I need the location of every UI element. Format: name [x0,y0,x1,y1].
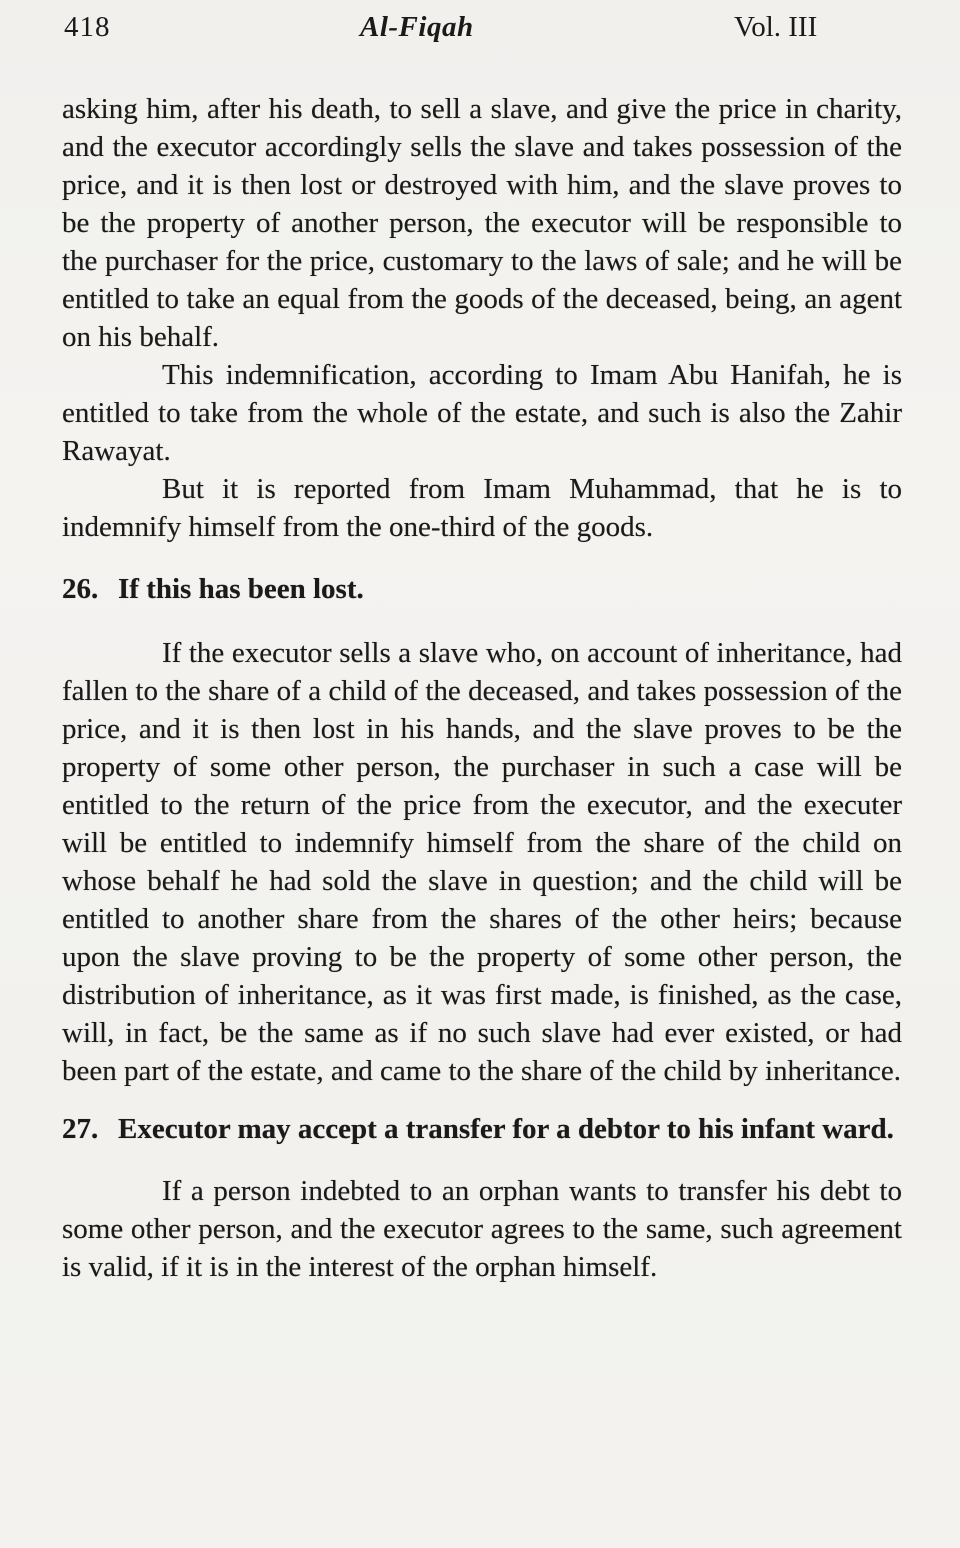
paragraph-continuation: asking him, after his death, to sell a slave, and give the price in charity, and the executor accordingly sells the slave and takes possession of the price, and it is then lost or destroyed with him, and the slave proves to be the property of another person, the executor will be responsible to the purchaser for the price, customary to the laws of sale; and he will be entitled to take an equal from the goods of the deceased, being, an agent on his behalf. [62,93,902,353]
section-heading-27 [62,1110,902,1148]
volume-label: Vol. III [734,11,818,43]
page-body [62,90,902,1286]
paragraph: If the executor sells a slave who, on account of inheritance, had fallen to the share of a child of the deceased, and takes possession of the price, and it is then lost in his hands, and the slave proves to be the property of some other person, the purchaser in such a case will be entitled to the return of the price from the executor, and the executer will be entitled to indemnify himself from the share of the child on whose behalf he had sold the slave in question; and the child will be entitled to another share from the shares of the other heirs; because upon the slave proving to be the property of some other person, the distribution of inheritance, as it was first made, is finished, as the case, will, in fact, be the same as if no such slave had ever existed, or had been part of the estate, and came to the share of the child by inheritance. [62,637,902,1087]
heading-number: 27. [62,1113,99,1145]
section-heading-26 [62,570,902,608]
page-number: 418 [64,11,111,43]
heading-number: 26. [62,573,99,605]
heading-text: If this has been lost. [118,573,364,605]
paragraph: If a person indebted to an orphan wants to transfer his debt to some other person, and the executor agrees to the same, such agreement is valid, if it is in the interest of the orphan himself. [62,1175,902,1283]
heading-text: Executor may accept a transfer for a debtor to his infant ward. [118,1113,894,1145]
book-title: Al-Fiqah [360,11,474,43]
paragraph: But it is reported from Imam Muhammad, that he is to indemnify himself from the one-third of the goods. [62,473,902,543]
paragraph: This indemnification, according to Imam Abu Hanifah, he is entitled to take from the whole of the estate, and such is also the Zahir Rawayat. [62,359,902,467]
page-header [62,10,902,48]
